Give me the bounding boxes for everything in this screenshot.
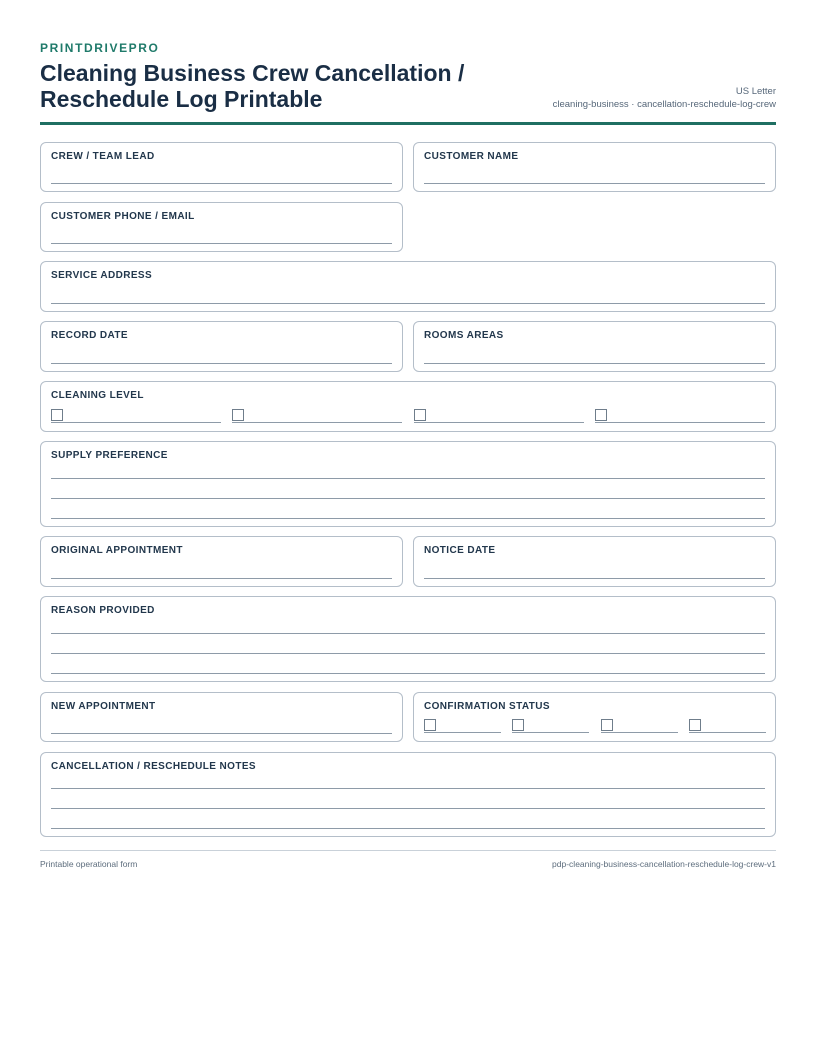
page-meta [553, 85, 776, 111]
reason-provided-field [40, 596, 776, 682]
notice-date-write-line[interactable] [424, 578, 765, 579]
confirmation-status-option-line [424, 732, 501, 733]
reason-provided-write-line[interactable] [51, 653, 765, 654]
cleaning-level-option-line [595, 422, 765, 423]
record-date-field [40, 321, 403, 372]
cleaning-level-checkbox[interactable] [232, 409, 244, 421]
reason-provided-write-line[interactable] [51, 633, 765, 634]
cleaning-level-checkbox[interactable] [51, 409, 63, 421]
form-id: pdp-cleaning-business-cancellation-reschedule-log-crew-v1 [552, 859, 776, 869]
rooms-areas-write-line[interactable] [424, 363, 765, 364]
service-address-field [40, 261, 776, 312]
original-appointment-field [40, 536, 403, 587]
customer-contact-field [40, 202, 403, 252]
record-date-write-line[interactable] [51, 363, 392, 364]
notes-write-line[interactable] [51, 788, 765, 789]
cleaning-level-field [40, 381, 776, 432]
notes-write-line[interactable] [51, 828, 765, 829]
customer-name-field [413, 142, 776, 192]
cleaning-level-option-line [51, 422, 221, 423]
crew-lead-label: CREW / TEAM LEAD [51, 151, 155, 162]
confirmation-status-checkbox[interactable] [424, 719, 436, 731]
supply-preference-write-line[interactable] [51, 478, 765, 479]
supply-preference-field [40, 441, 776, 527]
reason-provided-label: REASON PROVIDED [51, 605, 155, 616]
confirmation-status-label: CONFIRMATION STATUS [424, 701, 550, 712]
confirmation-status-option-line [689, 732, 766, 733]
original-appointment-label: ORIGINAL APPOINTMENT [51, 545, 183, 556]
paper-size: US Letter [735, 86, 776, 97]
confirmation-status-option-line [601, 732, 678, 733]
new-appointment-label: NEW APPOINTMENT [51, 701, 156, 712]
confirmation-status-checkbox[interactable] [512, 719, 524, 731]
customer-contact-write-line[interactable] [51, 243, 392, 244]
customer-contact-label: CUSTOMER PHONE / EMAIL [51, 211, 195, 222]
confirmation-status-field [413, 692, 776, 742]
footer-label: Printable operational form [40, 859, 138, 869]
confirmation-status-checkbox[interactable] [689, 719, 701, 731]
notes-write-line[interactable] [51, 808, 765, 809]
supply-preference-write-line[interactable] [51, 498, 765, 499]
crew-lead-field [40, 142, 403, 192]
footer-divider [40, 850, 776, 851]
service-address-label: SERVICE ADDRESS [51, 270, 153, 281]
cleaning-level-label: CLEANING LEVEL [51, 390, 144, 401]
brand-name: PRINTDRIVEPRO [40, 41, 160, 55]
reason-provided-write-line[interactable] [51, 673, 765, 674]
supply-preference-write-line[interactable] [51, 518, 765, 519]
customer-name-label: CUSTOMER NAME [424, 151, 519, 162]
cleaning-level-option-line [232, 422, 402, 423]
record-date-label: RECORD DATE [51, 330, 128, 341]
new-appointment-field [40, 692, 403, 742]
notes-field [40, 752, 776, 837]
header-divider [40, 122, 776, 125]
confirmation-status-option-line [512, 732, 589, 733]
cleaning-level-option-line [414, 422, 584, 423]
cleaning-level-checkbox[interactable] [414, 409, 426, 421]
rooms-areas-field [413, 321, 776, 372]
form-slug: cleaning-business · cancellation-reschedule-log-crew [552, 99, 776, 110]
rooms-areas-label: ROOMS AREAS [424, 330, 504, 341]
new-appointment-write-line[interactable] [51, 733, 392, 734]
supply-preference-label: SUPPLY PREFERENCE [51, 450, 168, 461]
crew-lead-write-line[interactable] [51, 183, 392, 184]
service-address-write-line[interactable] [51, 303, 765, 304]
original-appointment-write-line[interactable] [51, 578, 392, 579]
notice-date-field [413, 536, 776, 587]
confirmation-status-checkbox[interactable] [601, 719, 613, 731]
notes-label: CANCELLATION / RESCHEDULE NOTES [51, 761, 256, 772]
notice-date-label: NOTICE DATE [424, 545, 496, 556]
page-title: Cleaning Business Crew Cancellation / Reschedule Log Printable [40, 60, 465, 112]
cleaning-level-checkbox[interactable] [595, 409, 607, 421]
customer-name-write-line[interactable] [424, 183, 765, 184]
